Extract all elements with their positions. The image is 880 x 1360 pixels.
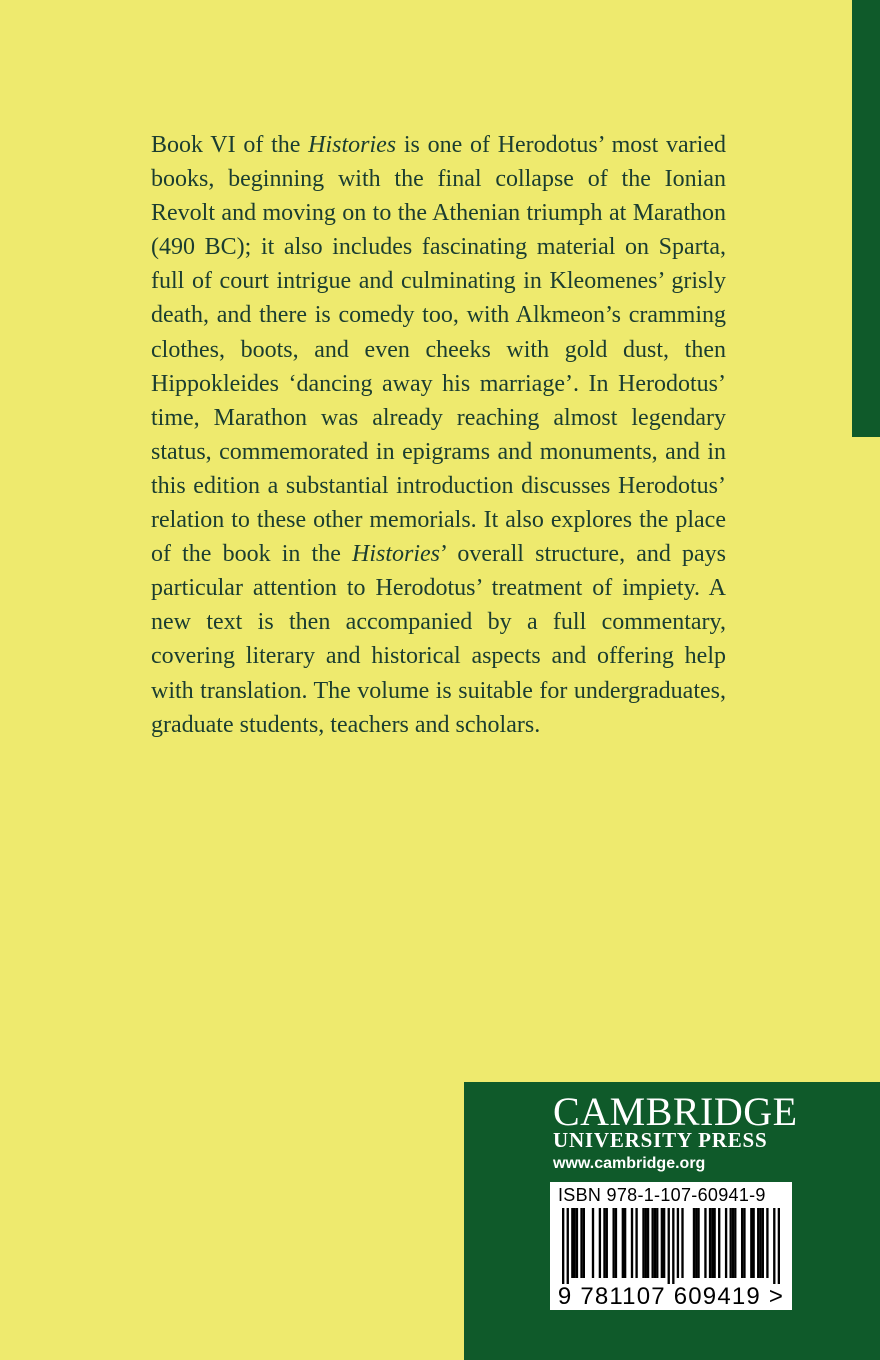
- publisher-logo-name: CAMBRIDGE: [553, 1089, 798, 1134]
- barcode-bar: [571, 1208, 573, 1278]
- barcode-bar: [615, 1208, 617, 1278]
- barcode-bar: [622, 1208, 624, 1278]
- blurb-title-italic-2: Histories: [351, 541, 440, 568]
- barcode-bar: [732, 1208, 734, 1278]
- barcode-bar: [656, 1208, 658, 1278]
- barcode-bar: [668, 1208, 670, 1284]
- barcode-bar: [757, 1208, 759, 1278]
- barcode-bar: [612, 1208, 614, 1278]
- spine-color-strip: [852, 0, 880, 437]
- blurb-title-italic-1: Histories: [308, 132, 397, 158]
- barcode-bars: [562, 1208, 780, 1284]
- barcode-bar: [603, 1208, 605, 1278]
- barcode-bar: [642, 1208, 644, 1278]
- barcode-bar: [672, 1208, 674, 1284]
- isbn-barcode-box: [550, 1182, 792, 1310]
- barcode-bar: [647, 1208, 649, 1278]
- barcode-bar: [663, 1208, 665, 1278]
- barcode-bar: [730, 1208, 732, 1278]
- isbn-label: ISBN 978-1-107-60941-9: [558, 1185, 766, 1205]
- blurb-text-part-1: Book VI of the: [151, 132, 309, 158]
- barcode-bar: [704, 1208, 706, 1278]
- barcode-bar: [734, 1208, 736, 1278]
- barcode-bar: [709, 1208, 711, 1278]
- barcode-bar: [778, 1208, 780, 1284]
- barcode-bar: [750, 1208, 752, 1278]
- publisher-logo-subtitle: UNIVERSITY PRESS: [553, 1128, 768, 1152]
- publisher-website: www.cambridge.org: [553, 1155, 706, 1172]
- barcode-bar: [725, 1208, 727, 1278]
- barcode-bar: [645, 1208, 647, 1278]
- barcode-bar: [654, 1208, 656, 1278]
- barcode-bar: [567, 1208, 569, 1284]
- barcode-bar: [624, 1208, 626, 1278]
- back-cover-blurb: [151, 128, 726, 742]
- barcode-bar: [759, 1208, 761, 1278]
- barcode-bar: [693, 1208, 695, 1278]
- barcode-bar: [697, 1208, 699, 1278]
- blurb-text-part-2: is one of Herodotus’ most varied books, beginning with the final collapse of the Ionian Revolt and moving on to the Athenian triumph at Marathon (490 BC); it also includes fascinating material on Sparta, full of court intrigue and culminating in Kleomenes’ grisly death, and there is comedy too, with Alkmeon’s cramming clothes, boots, and even cheeks with gold dust, then Hippokleides ‘dancing away his marriage’. In Herodotus’ time, Marathon was already reaching almost legendary status, commemorated in epigrams and monuments, and in this edition a substantial introduction discusses Herodotus’ relation to these other memorials. It also explores the place of the book in the: [151, 132, 726, 568]
- barcode-bar: [635, 1208, 637, 1278]
- barcode-bar: [592, 1208, 594, 1278]
- barcode-bar: [631, 1208, 633, 1278]
- barcode-bar: [573, 1208, 575, 1278]
- publisher-panel: [464, 1082, 880, 1360]
- barcode-bar: [606, 1208, 608, 1278]
- barcode-bar: [681, 1208, 683, 1278]
- barcode-bar: [762, 1208, 764, 1278]
- barcode-bar: [695, 1208, 697, 1278]
- barcode-bar: [773, 1208, 775, 1284]
- barcode-bar: [576, 1208, 578, 1278]
- barcode-bar: [713, 1208, 715, 1278]
- barcode-bar: [580, 1208, 582, 1278]
- blurb-text-part-3: ’ overall structure, and pays particular attention to Herodotus’ treatment of impiety. A new text is then accompanied by a full commentary, covering literary and historical aspects and offering help with translation. The volume is suitable for undergraduates, graduate students, teachers and scholars.: [151, 541, 726, 738]
- barcode-bar: [562, 1208, 564, 1284]
- ean-digits: 9 781107 609419 >: [557, 1283, 785, 1310]
- barcode-bar: [711, 1208, 713, 1278]
- barcode-bar: [583, 1208, 585, 1278]
- barcode-bar: [661, 1208, 663, 1278]
- barcode-bar: [766, 1208, 768, 1278]
- barcode-bar: [741, 1208, 743, 1278]
- barcode-bar: [743, 1208, 745, 1278]
- barcode-bar: [718, 1208, 720, 1278]
- barcode-bar: [651, 1208, 653, 1278]
- barcode-bar: [599, 1208, 601, 1278]
- barcode-bar: [677, 1208, 679, 1278]
- barcode-bar: [752, 1208, 754, 1278]
